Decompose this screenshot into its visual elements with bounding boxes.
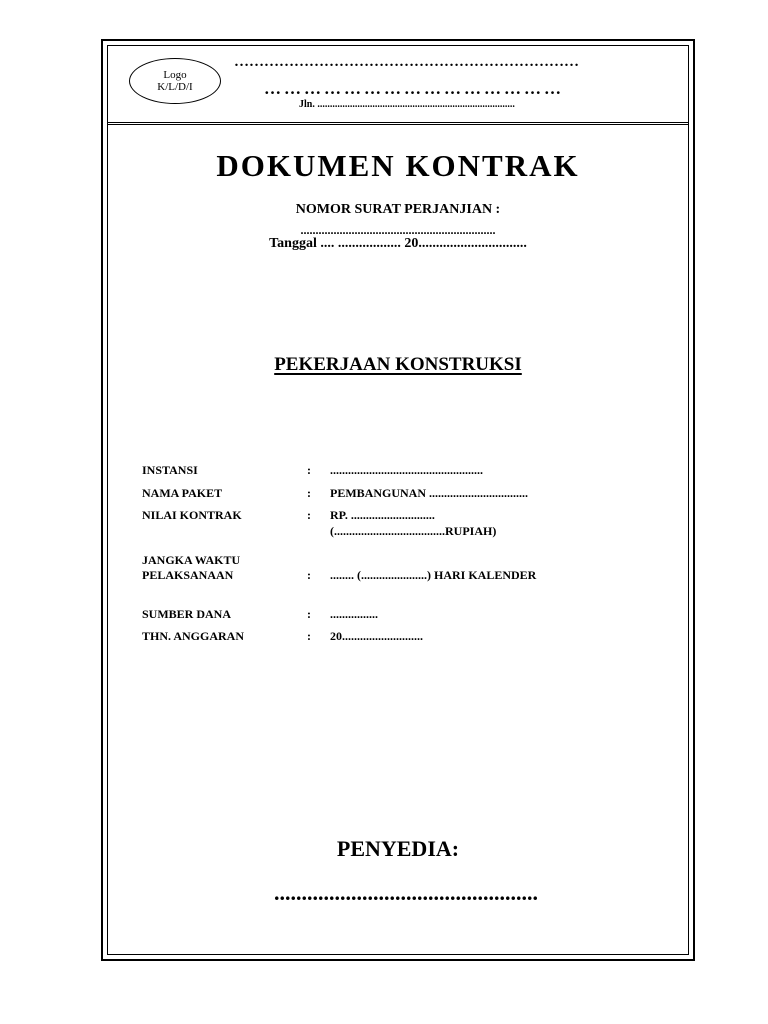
detail-colon: :: [307, 486, 311, 500]
agreement-date: Tanggal .... .................. 20...............................: [269, 236, 527, 251]
detail-label: NILAI KONTRAK: [142, 508, 242, 522]
detail-label-line2: PELAKSANAAN: [142, 568, 234, 582]
detail-label: JANGKA WAKTU: [142, 553, 241, 567]
logo-subtext: K/L/D/I: [157, 81, 193, 93]
detail-value: ................: [330, 607, 378, 621]
detail-colon: :: [307, 607, 311, 621]
detail-value: PEMBANGUNAN .................................: [330, 486, 528, 500]
detail-value: RP. ............................: [330, 508, 435, 522]
provider-label: PENYEDIA:: [336, 836, 460, 861]
logo-placeholder: [129, 58, 221, 104]
agreement-number-value: .................................................................: [300, 223, 496, 237]
agreement-number-label: NOMOR SURAT PERJANJIAN :: [295, 202, 501, 217]
detail-colon: :: [307, 463, 311, 477]
detail-value-words: (.....................................RUPIAH): [330, 524, 497, 538]
work-type-text: PEKERJAAN KONSTRUKSI: [274, 354, 522, 375]
detail-label: INSTANSI: [142, 463, 198, 477]
detail-label: THN. ANGGARAN: [142, 629, 245, 643]
detail-value: 20...........................: [330, 629, 423, 643]
detail-label: NAMA PAKET: [142, 486, 223, 500]
provider-name-placeholder: ................................................: [274, 880, 538, 905]
header-divider: [108, 122, 688, 125]
detail-colon: :: [307, 568, 311, 582]
detail-label: SUMBER DANA: [142, 607, 232, 621]
detail-colon: :: [307, 629, 311, 643]
agency-name-placeholder: ……………………………………………………………: [234, 54, 579, 70]
logo-text: Logo: [163, 69, 187, 81]
agency-subname-placeholder: ………………………………………: [264, 79, 564, 98]
detail-value: ...................................................: [330, 463, 483, 477]
document-title: DOKUMEN KONTRAK: [216, 148, 580, 183]
detail-value: ........ (......................) HARI KALENDER: [330, 568, 537, 582]
agency-address: Jln. ...............................................................................: [299, 99, 515, 110]
work-type-heading: [101, 354, 695, 376]
detail-colon: :: [307, 508, 311, 522]
